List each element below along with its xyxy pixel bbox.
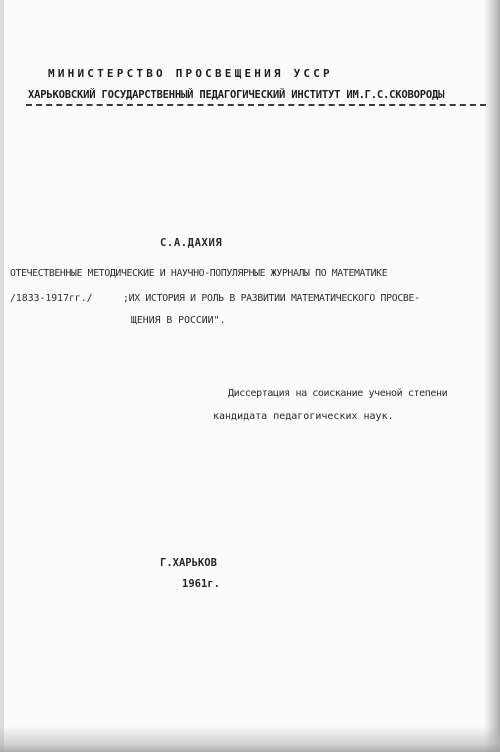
dissertation-line-1: Диссертация на соискание ученой степени [228,388,448,399]
title-line-1: ОТЕЧЕСТВЕННЫЕ МЕТОДИЧЕСКИЕ И НАУЧНО-ПОПУЛЯРНЫЕ ЖУРНАЛЫ ПО МАТЕМАТИКЕ [10,268,388,279]
title-line-2: ;ИХ ИСТОРИЯ И РОЛЬ В РАЗВИТИИ МАТЕМАТИЧЕСКОГО ПРОСВЕ- [123,293,420,304]
city-label: Г.ХАРЬКОВ [160,557,217,569]
institute-heading: ХАРЬКОВСКИЙ ГОСУДАРСТВЕННЫЙ ПЕДАГОГИЧЕСКИЙ ИНСТИТУТ ИМ.Г.С.СКОВОРОДЫ [28,89,445,101]
scan-edge-right [484,0,500,752]
author-name: С.А.ДАХИЯ [160,237,223,249]
title-years: /1833-1917гг./ [10,293,93,304]
year-label: 1961г. [182,578,220,590]
title-line-3: ЩЕНИЯ В РОССИИ". [131,315,226,326]
ministry-heading: МИНИСТЕРСТВО ПРОСВЕЩЕНИЯ УССР [48,67,333,80]
scan-edge-left [0,0,4,752]
header-divider [26,104,486,106]
dissertation-line-2: кандидата педагогических наук. [213,411,394,422]
scan-edge-bottom [0,726,500,752]
